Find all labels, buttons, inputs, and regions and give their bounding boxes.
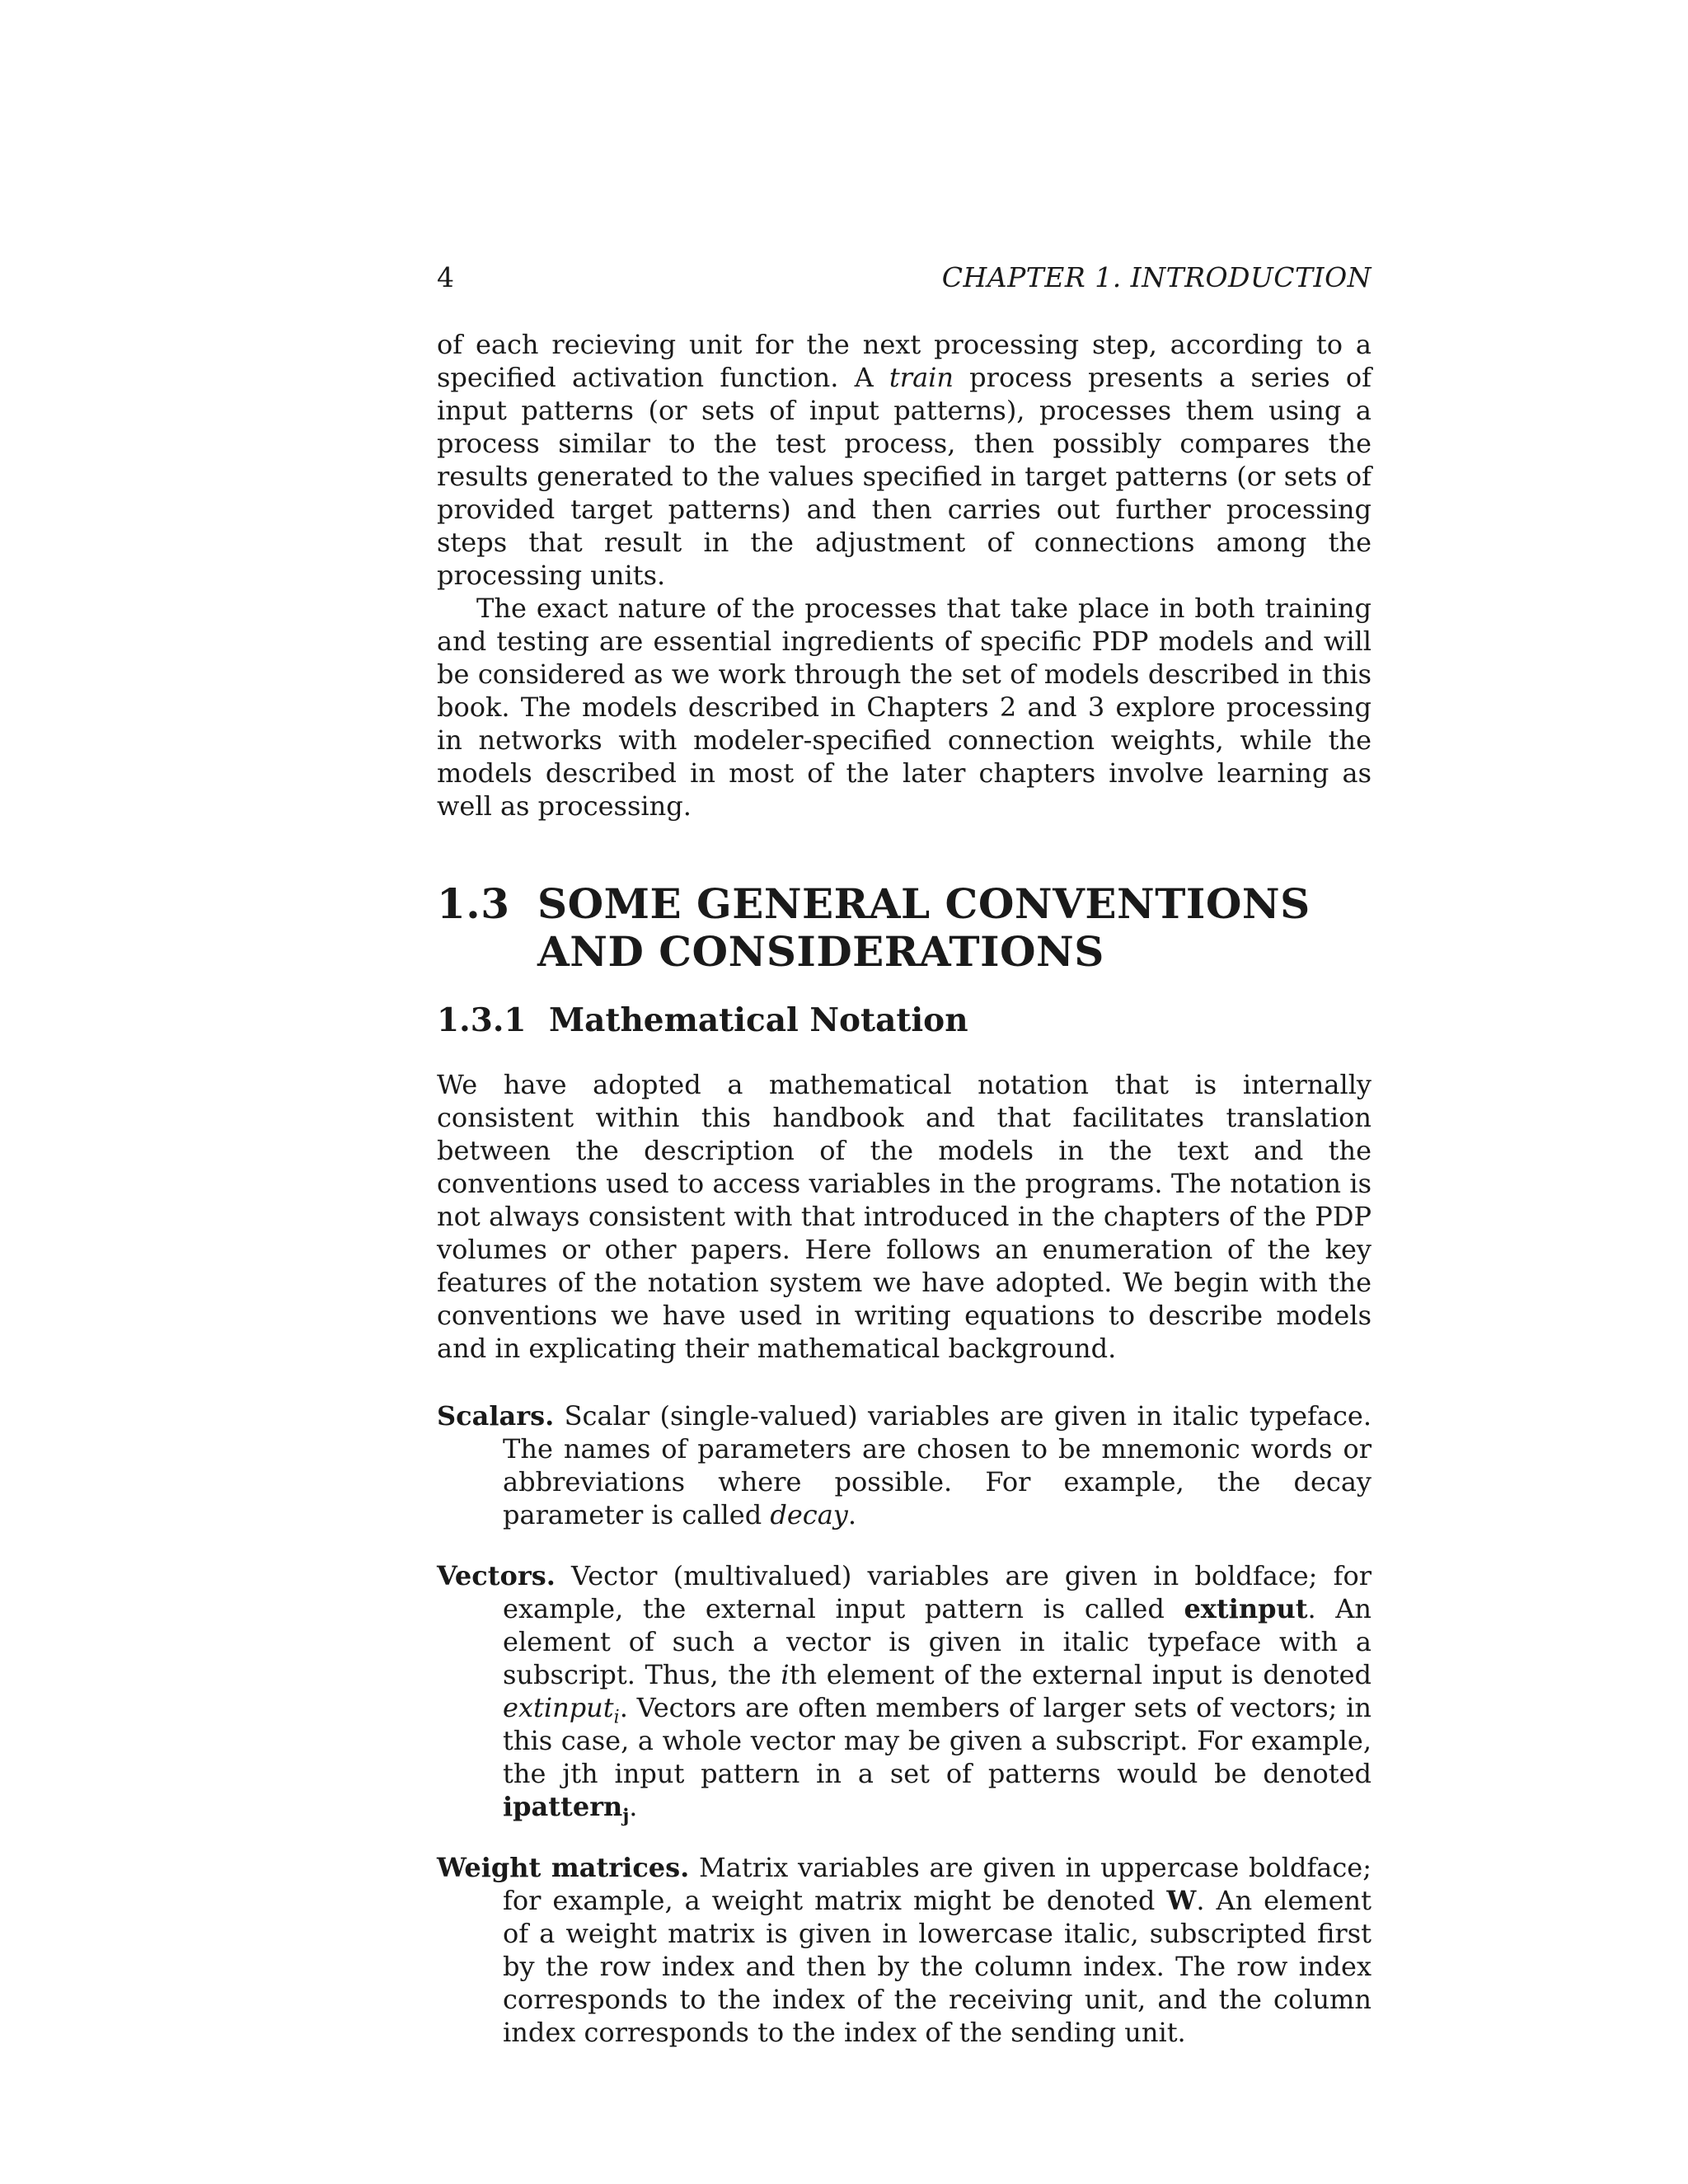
vectors-text-1: Vector (multivalued) variables are given in boldface; for example, the external input pattern is called: [503, 1560, 1372, 1624]
running-head: [437, 257, 1372, 298]
term-vectors: Vectors.: [437, 1560, 556, 1591]
scalars-text: Scalar (single-valued) variables are given in italic typeface. The names of parameters are chosen to be mnemonic words or abbreviations where possible. For example, the decay parameter is called: [503, 1400, 1372, 1530]
vectors-end: .: [629, 1791, 638, 1822]
extinput-bold: extinput: [1184, 1593, 1308, 1624]
weights-text-2: . An element of a weight matrix is given in lowercase italic, subscripted first by the row index and then by the column index. The row index corresponds to the index of the receiving unit, and the column index corresponds to the index of the sending unit.: [503, 1885, 1372, 2048]
definition-scalars: [437, 1399, 1372, 1531]
train-term: train: [889, 362, 954, 393]
term-scalars: Scalars.: [437, 1400, 555, 1432]
chapter-title: CHAPTER 1. INTRODUCTION: [941, 261, 1372, 293]
subsection-number: 1.3.1: [437, 1001, 527, 1039]
definition-weight-matrices: [437, 1851, 1372, 2049]
definition-vectors: [437, 1559, 1372, 1827]
term-weight-matrices: Weight matrices.: [437, 1852, 690, 1883]
section-title: SOME GENERAL CONVENTIONS AND CONSIDERATIONS: [537, 879, 1311, 976]
subscript-j: j: [622, 1805, 630, 1827]
subscript-i: i: [613, 1707, 620, 1728]
paragraph-1-part-a: of each recieving unit for the next processing step, according to a specified activation function. A: [437, 329, 1372, 393]
paragraph-2: The exact nature of the processes that take place in both training and testing are essential ingredients of specific PDP models and will be considered as we work through the set of models described in this book. The models described in Chapters 2 and 3 explore processing in networks with modeler-specified connection weights, while the models described in most of the later chapters involve learning as well as processing.: [437, 593, 1372, 822]
vectors-text-2: . An element of such a vector is given in italic typeface with a subscript. Thus, the: [503, 1593, 1372, 1690]
scalars-end: .: [847, 1499, 857, 1530]
paragraph-1-part-b: process presents a series of input patterns (or sets of input patterns), processes them using a process similar to the test process, then possibly compares the results generated to the values specified in target patterns (or sets of provided target patterns) and then carries out further processing steps that result in the adjustment of connections among the processing units.: [437, 362, 1372, 591]
section-number: 1.3: [437, 879, 510, 928]
section-heading: [437, 880, 1372, 976]
page-number: 4: [437, 261, 454, 293]
vectors-text-4: . Vectors are often members of larger sets of vectors; in this case, a whole vector may be given a subscript. For example, the jth input pattern in a set of patterns would be denoted: [503, 1692, 1372, 1789]
ipattern-bold: ipattern: [503, 1791, 623, 1822]
paragraph-3: We have adopted a mathematical notation that is internally consistent within this handbook and that facilitates translation between the description of the models in the text and the conventions used to access variables in the programs. The notation is not always consistent with that introduced in the chapters of the PDP volumes or other papers. Here follows an enumeration of the key features of the notation system we have adopted. We begin with the conventions we have used in writing equations to describe models and in explicating their mathematical background.: [437, 1069, 1372, 1364]
vectors-text-3: th element of the external input is denoted: [789, 1659, 1372, 1690]
W-bold: W: [1166, 1885, 1197, 1916]
weights-text-1: Matrix variables are given in uppercase boldface; for example, a weight matrix might be denoted: [503, 1852, 1372, 1916]
subsection-title: Mathematical Notation: [549, 1001, 968, 1039]
page: [437, 257, 1372, 2077]
decay-term: decay: [770, 1499, 848, 1530]
subsection-heading: [437, 1001, 1372, 1040]
definition-list: [437, 1399, 1372, 2049]
paragraph-1: [437, 328, 1372, 592]
extinput-italic: extinput: [503, 1692, 614, 1723]
i-italic: i: [781, 1659, 790, 1690]
